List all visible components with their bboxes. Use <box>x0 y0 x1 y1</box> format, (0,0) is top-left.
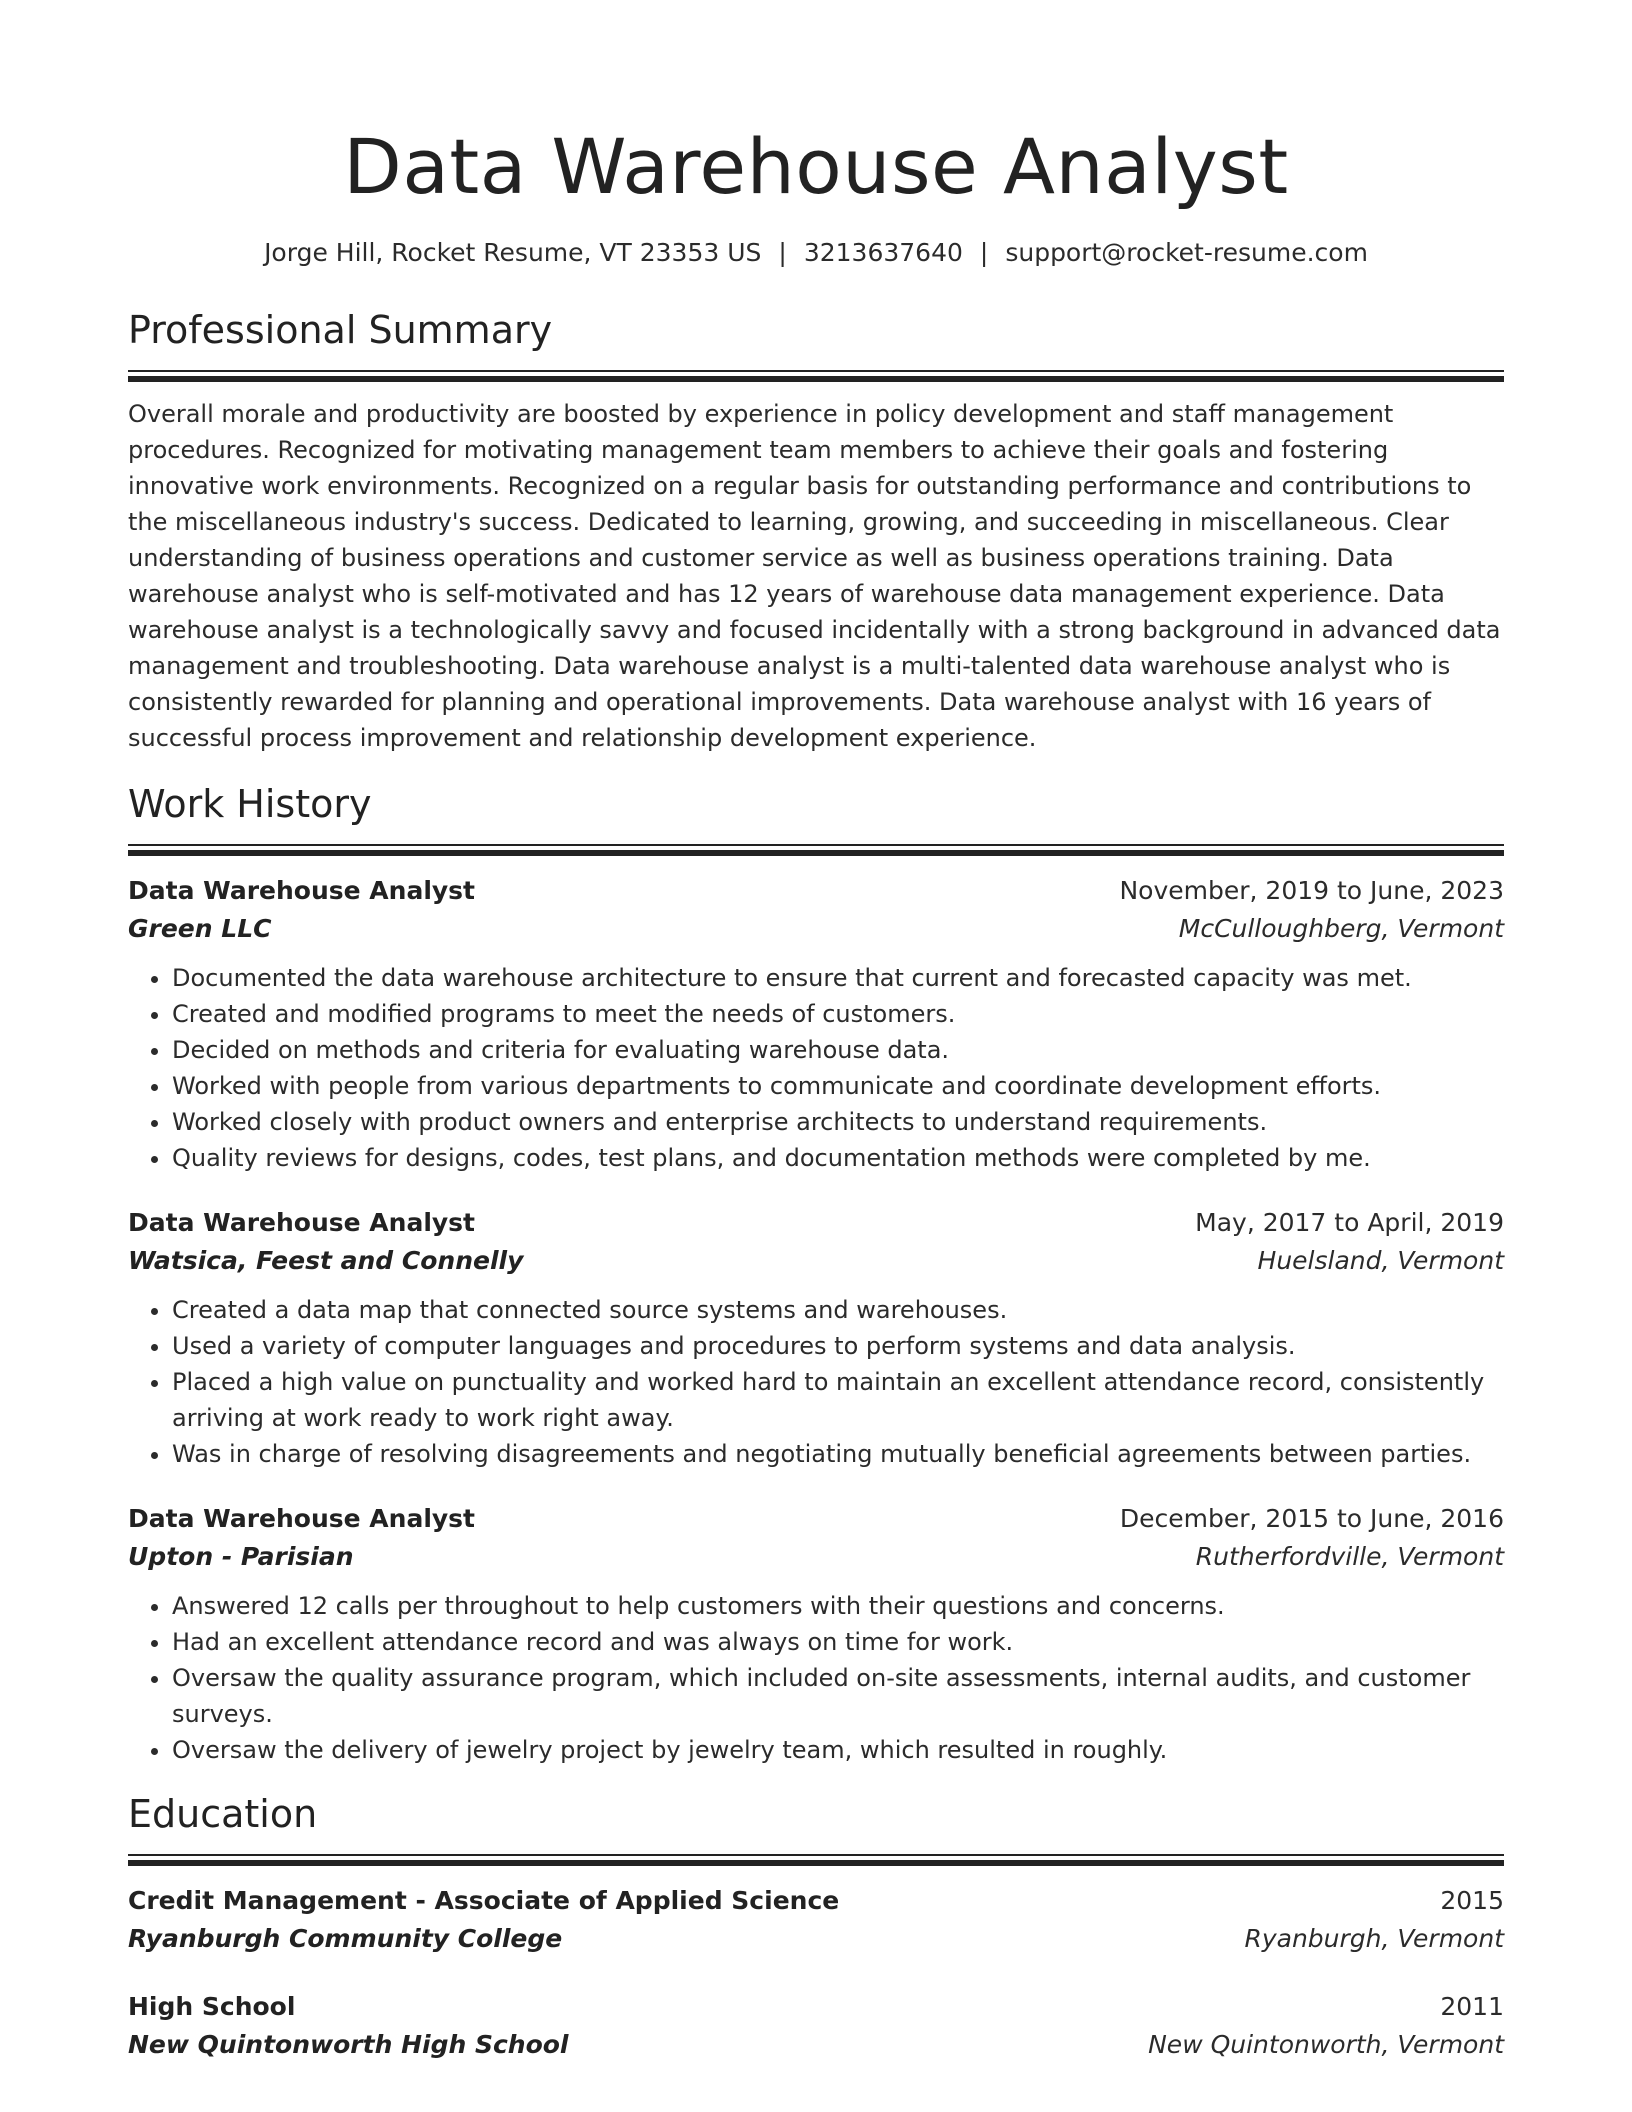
work-history-section <box>128 780 1504 1768</box>
section-divider <box>128 844 1504 856</box>
education-section <box>128 1790 1504 2064</box>
summary-text: Overall morale and productivity are boosted by experience in policy development and staff management procedures. Recognized for motivating management team members to achieve their goals and fostering innovative work environments. Recognized on a regular basis for outstanding performance and contributions to the miscellaneous industry's success. Dedicated to learning, growing, and succeeding in miscellaneous. Clear understanding of business operations and customer service as well as business operations training. Data warehouse analyst who is self-motivated and has 12 years of warehouse data management experience. Data warehouse analyst is a technologically savvy and focused incidentally with a strong background in advanced data management and troubleshooting. Data warehouse analyst is a multi-talented data warehouse analyst who is consistently rewarded for planning and operational improvements. Data warehouse analyst with 16 years of successful process improvement and relationship development experience. <box>128 400 1501 752</box>
job-bullet: • Documented the data warehouse architecture to ensure that current and forecasted capacity was met. <box>172 960 1504 996</box>
resume-title: Data Warehouse Analyst <box>343 122 1289 211</box>
education-entry <box>128 1988 1504 2064</box>
job-title: Data Warehouse Analyst <box>128 1504 476 1533</box>
education-location: New Quintonworth, Vermont <box>1148 2030 1504 2059</box>
resume-content <box>128 118 1504 2064</box>
job-bullets <box>128 960 1504 1176</box>
summary-section <box>128 306 1504 756</box>
job-bullet: • Worked closely with product owners and enterprise architects to understand requirements. <box>172 1104 1504 1140</box>
education-school: Ryanburgh Community College <box>128 1924 563 1953</box>
job-bullet: • Decided on methods and criteria for evaluating warehouse data. <box>172 1032 1504 1068</box>
job-subheader <box>128 910 1504 948</box>
education-school: New Quintonworth High School <box>128 2030 569 2059</box>
section-heading-work-history: Work History <box>128 782 372 826</box>
job-location: Rutherfordville, Vermont <box>1195 1542 1504 1571</box>
job-bullets <box>128 1292 1504 1472</box>
education-header <box>128 1988 1504 2026</box>
contact-phone: 3213637640 <box>803 238 963 267</box>
job-subheader <box>128 1242 1504 1280</box>
job-location: Huelsland, Vermont <box>1257 1246 1504 1275</box>
job-bullet: • Created a data map that connected source systems and warehouses. <box>172 1292 1504 1328</box>
education-subheader <box>128 2026 1504 2064</box>
education-subheader <box>128 1920 1504 1958</box>
job-location: McCulloughberg, Vermont <box>1178 914 1504 943</box>
job-header <box>128 1204 1504 1242</box>
job-header <box>128 872 1504 910</box>
job-header <box>128 1500 1504 1538</box>
contact-separator: | <box>979 238 989 267</box>
job-subheader <box>128 1538 1504 1576</box>
job-bullet: • Created and modified programs to meet the needs of customers. <box>172 996 1504 1032</box>
job-bullets <box>128 1588 1504 1768</box>
section-heading-education: Education <box>128 1792 318 1836</box>
job-title: Data Warehouse Analyst <box>128 876 476 905</box>
education-entry <box>128 1882 1504 1958</box>
section-divider <box>128 370 1504 382</box>
job-company: Green LLC <box>128 914 272 943</box>
job-bullet: • Had an excellent attendance record and was always on time for work. <box>172 1624 1504 1660</box>
education-degree: Credit Management - Associate of Applied Science <box>128 1886 840 1915</box>
job-dates: May, 2017 to April, 2019 <box>1195 1208 1504 1237</box>
job-bullet: • Used a variety of computer languages and procedures to perform systems and data analysis. <box>172 1328 1504 1364</box>
job-bullet: • Oversaw the quality assurance program, which included on-site assessments, internal audits, and customer surveys. <box>172 1660 1504 1732</box>
education-location: Ryanburgh, Vermont <box>1244 1924 1504 1953</box>
section-heading-summary: Professional Summary <box>128 308 553 352</box>
education-header <box>128 1882 1504 1920</box>
education-year: 2015 <box>1440 1886 1504 1915</box>
contact-email: support@rocket-resume.com <box>1005 238 1368 267</box>
job-bullet: • Answered 12 calls per throughout to help customers with their questions and concerns. <box>172 1588 1504 1624</box>
job-bullet: • Oversaw the delivery of jewelry project by jewelry team, which resulted in roughly. <box>172 1732 1504 1768</box>
job-title: Data Warehouse Analyst <box>128 1208 476 1237</box>
job-company: Watsica, Feest and Connelly <box>128 1246 524 1275</box>
job-dates: November, 2019 to June, 2023 <box>1119 876 1504 905</box>
job-entry <box>128 1204 1504 1472</box>
contact-separator: | <box>778 238 787 267</box>
job-dates: December, 2015 to June, 2016 <box>1119 1504 1504 1533</box>
job-entry <box>128 872 1504 1176</box>
education-degree: High School <box>128 1992 296 2021</box>
job-entry <box>128 1500 1504 1768</box>
contact-address: Jorge Hill, Rocket Resume, VT 23353 US <box>264 238 762 267</box>
section-divider <box>128 1854 1504 1866</box>
contact-line <box>128 236 1504 270</box>
job-bullet: • Placed a high value on punctuality and worked hard to maintain an excellent attendance record, consistently arriving at work ready to work right away. <box>172 1364 1504 1436</box>
job-bullet: • Quality reviews for designs, codes, test plans, and documentation methods were completed by me. <box>172 1140 1504 1176</box>
job-bullet: • Worked with people from various departments to communicate and coordinate development efforts. <box>172 1068 1504 1104</box>
job-company: Upton - Parisian <box>128 1542 354 1571</box>
education-year: 2011 <box>1440 1992 1504 2021</box>
job-bullet: • Was in charge of resolving disagreements and negotiating mutually beneficial agreements between parties. <box>172 1436 1504 1472</box>
